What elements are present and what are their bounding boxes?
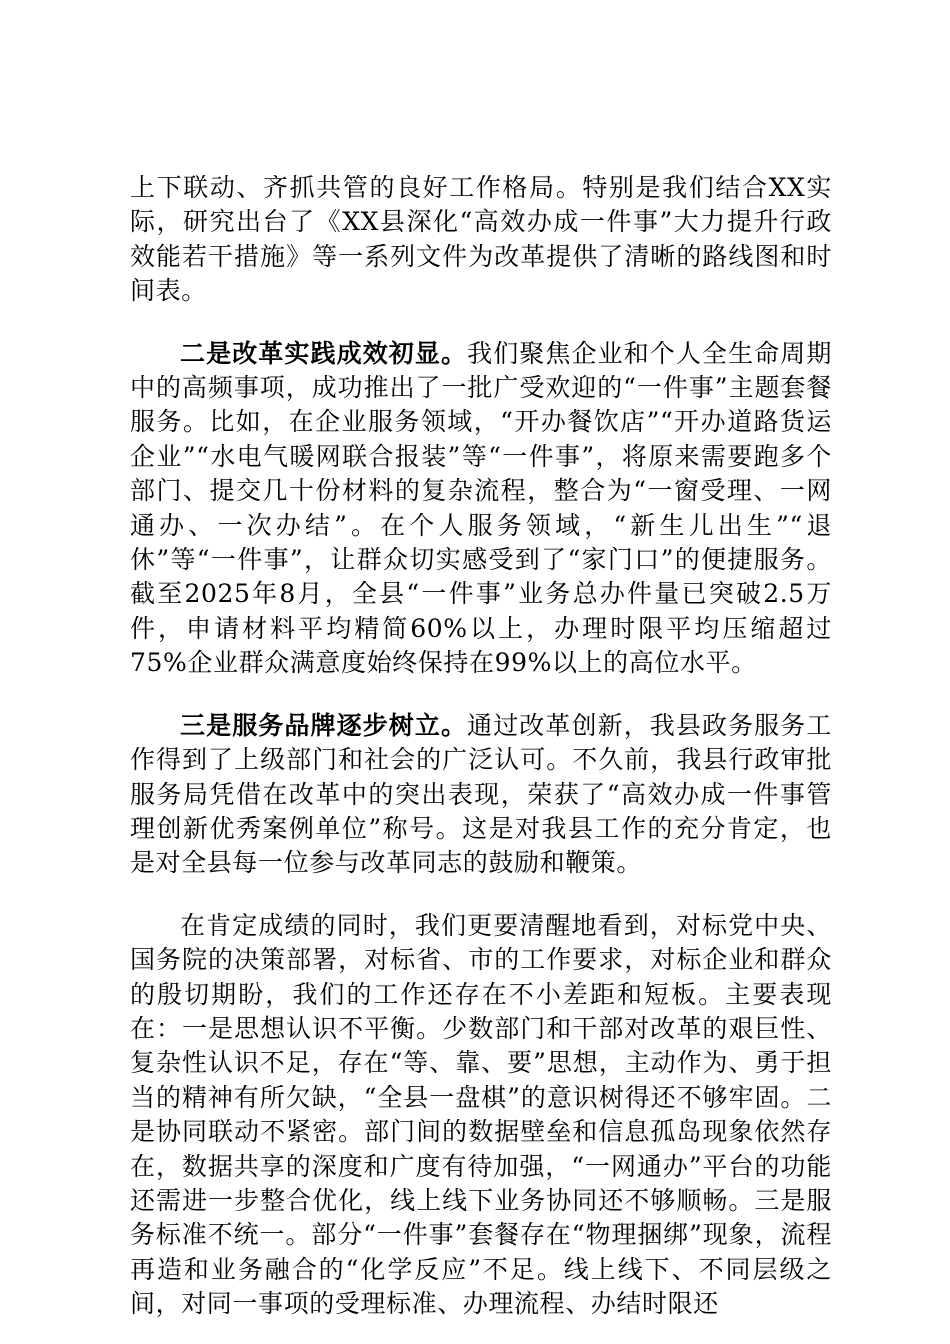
paragraph-text: 通过改革创新，我县政务服务工作得到了上级部门和社会的广泛认可。不久前，我县行政审批服务局凭借在改革中的突出表现，荣获了“高效办成一件事管理创新优秀案例单位”称号。这是对我县工作的充分肯定，也是对全县每一位参与改革同志的鼓励和鞭策。: [130, 710, 832, 878]
paragraph-service-brand: [130, 709, 832, 881]
paragraph-spacer: [130, 881, 832, 909]
paragraph-continuation: [130, 171, 832, 309]
paragraph-spacer: [130, 681, 832, 709]
paragraph-reform-results: [130, 337, 832, 681]
document-body: [130, 171, 832, 1322]
paragraph-text: 上下联动、齐抓共管的良好工作格局。特别是我们结合XX实际，研究出台了《XX县深化“高效办成一件事”大力提升行政效能若干措施》等一系列文件为改革提供了清晰的路线图和时间表。: [130, 173, 832, 306]
paragraph-spacer: [130, 309, 832, 337]
paragraph-shortcomings: [130, 909, 832, 1322]
paragraph-lead-heading: 三是服务品牌逐步树立。: [180, 710, 468, 740]
paragraph-lead-heading: 二是改革实践成效初显。: [180, 338, 468, 368]
paragraph-text: 我们聚焦企业和个人全生命周期中的高频事项，成功推出了一批广受欢迎的“一件事”主题套餐服务。比如，在企业服务领域，“开办餐饮店”“开办道路货运企业”“水电气暖网联合报装”等“一件事”，将原来需要跑多个部门、提交几十份材料的复杂流程，整合为“一窗受理、一网通办、一次办结”。在个人服务领域，“新生儿出生”“退休”等“一件事”，让群众切实感受到了“家门口”的便捷服务。截至2025年8月，全县“一件事”业务总办件量已突破2.5万件，申请材料平均精简60%以上，办理时限平均压缩超过75%企业群众满意度始终保持在99%以上的高位水平。: [130, 338, 832, 678]
paragraph-text: 在肯定成绩的同时，我们更要清醒地看到，对标党中央、国务院的决策部署，对标省、市的工作要求，对标企业和群众的殷切期盼，我们的工作还存在不小差距和短板。主要表现在：一是思想认识不平衡。少数部门和干部对改革的艰巨性、复杂性认识不足，存在“等、靠、要”思想，主动作为、勇于担当的精神有所欠缺，“全县一盘棋”的意识树得还不够牢固。二是协同联动不紧密。部门间的数据壁垒和信息孤岛现象依然存在，数据共享的深度和广度有待加强，“一网通办”平台的功能还需进一步整合优化，线上线下业务协同还不够顺畅。三是服务标准不统一。部分“一件事”套餐存在“物理捆绑”现象，流程再造和业务融合的“化学反应”不足。线上线下、不同层级之间，对同一事项的受理标准、办理流程、办结时限还: [130, 910, 832, 1319]
